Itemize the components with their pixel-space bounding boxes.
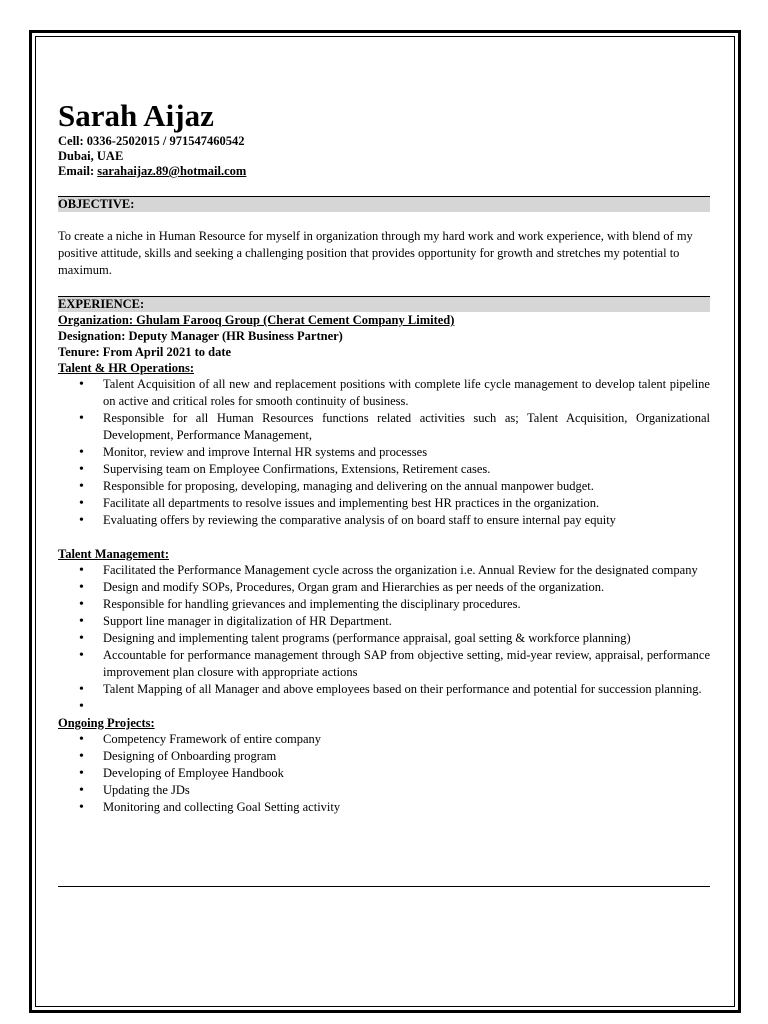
list-item: • Supervising team on Employee Confirmations, Extensions, Retirement cases. (103, 461, 710, 478)
experience-heading: EXPERIENCE: (58, 296, 710, 312)
tenure: Tenure: From April 2021 to date (58, 345, 232, 359)
list-item: • Monitor, review and improve Internal HR systems and processes (103, 444, 710, 461)
email-link[interactable]: sarahaijaz.89@hotmail.com (97, 164, 247, 178)
email-label: Email: (58, 164, 98, 178)
list-item: • Talent Mapping of all Manager and above employees based on their performance and potential for succession planning. (103, 681, 710, 698)
list-item: • Facilitate all departments to resolve issues and implementing best HR practices in the organization. (103, 495, 710, 512)
list-item: • Design and modify SOPs, Procedures, Organ gram and Hierarchies as per needs of the organization. (103, 579, 710, 596)
designation: Designation: Deputy Manager (HR Business Partner) (58, 329, 343, 343)
talent-management-list (58, 562, 710, 715)
list-item: • Facilitated the Performance Management cycle across the organization i.e. Annual Review for the designated company (103, 562, 710, 579)
list-item: • Support line manager in digitalization of HR Department. (103, 613, 710, 630)
list-item-empty (103, 698, 710, 715)
list-item: • Monitoring and collecting Goal Setting activity (103, 799, 710, 816)
list-item: • Talent Acquisition of all new and replacement positions with complete life cycle management to develop talent pipeline on active and critical roles for smooth continuity of business. (103, 376, 710, 410)
list-item: • Responsible for all Human Resources functions related activities such as; Talent Acquisition, Organizational Development, Performance Management, (103, 410, 710, 444)
list-item: • Accountable for performance management through SAP from objective setting, mid-year review, appraisal, performance improvement plan closure with appropriate actions (103, 647, 710, 681)
location: Dubai, UAE (58, 149, 124, 163)
list-item: • Updating the JDs (103, 782, 710, 799)
cell-number: Cell: 0336-2502015 / 971547460542 (58, 134, 245, 148)
hr-operations-list (58, 376, 710, 529)
section-title-hr-operations: Talent & HR Operations: (58, 361, 194, 375)
list-item: • Responsible for proposing, developing, managing and delivering on the annual manpower budget. (103, 478, 710, 495)
bottom-divider (58, 886, 710, 887)
ongoing-projects-list (58, 731, 710, 816)
objective-heading: OBJECTIVE: (58, 196, 710, 212)
list-item: • Developing of Employee Handbook (103, 765, 710, 782)
list-item: • Evaluating offers by reviewing the comparative analysis of on board staff to ensure internal pay equity (103, 512, 710, 529)
email-line (58, 164, 710, 179)
list-item: • Designing of Onboarding program (103, 748, 710, 765)
objective-text: To create a niche in Human Resource for myself in organization through my hard work and work experience, with blend of my positive attitude, skills and seeking a challenging position that provides opportunity for growth and stretches my potential to maximum. (58, 229, 693, 277)
organization: Organization: Ghulam Farooq Group (Cherat Cement Company Limited) (58, 313, 455, 327)
resume-content (58, 98, 710, 816)
contact-block (58, 134, 710, 179)
list-item: • Responsible for handling grievances and implementing the disciplinary procedures. (103, 596, 710, 613)
list-item: • Designing and implementing talent programs (performance appraisal, goal setting & workforce planning) (103, 630, 710, 647)
section-title-talent-management: Talent Management: (58, 547, 169, 561)
list-item: • Competency Framework of entire company (103, 731, 710, 748)
section-title-ongoing-projects: Ongoing Projects: (58, 716, 155, 730)
candidate-name: Sarah Aijaz (58, 98, 214, 133)
